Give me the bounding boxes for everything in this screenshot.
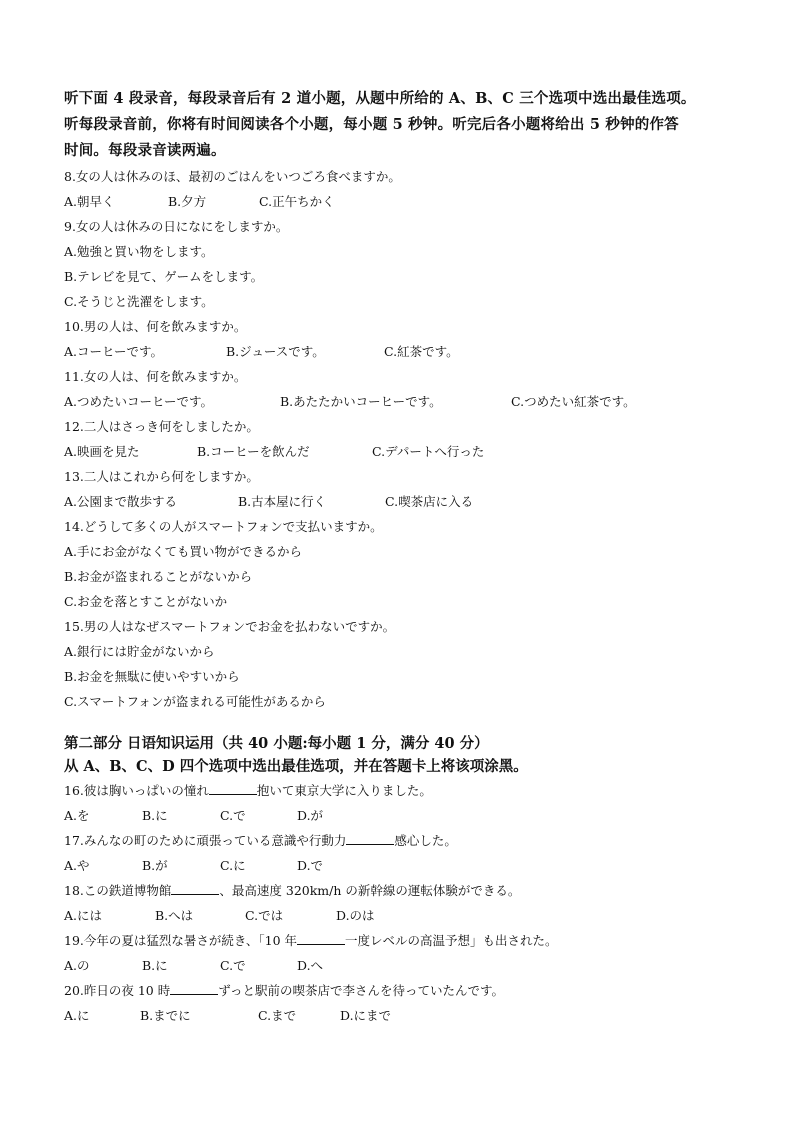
question-text: 19.今年の夏は猛烈な暑さが続き、「10 年 — [64, 933, 298, 948]
option-b: B.あたたかいコーヒーです。 — [280, 394, 442, 409]
option-c: C.デパートへ行った — [372, 444, 485, 459]
option-d: D.が — [297, 808, 324, 823]
option-a: A.コーヒーです。 — [64, 344, 164, 359]
question-13-options — [64, 489, 734, 514]
question-16 — [64, 778, 734, 803]
option-b: B.夕方 — [168, 194, 207, 209]
question-11: 11.女の人は、何を飲みますか。 — [64, 369, 247, 384]
option-c: C.正午ちかく — [259, 194, 335, 209]
question-17 — [64, 828, 734, 853]
question-text: 感心した。 — [394, 833, 457, 848]
question-9: 9.女の人は休みの日になにをしますか。 — [64, 219, 289, 234]
option-b: B.コーヒーを飲んだ — [197, 444, 310, 459]
option-a: A.の — [64, 958, 90, 973]
question-text: 17.みんなの町のために頑張っている意識や行動力 — [64, 833, 347, 848]
question-text: ずっと駅前の喫茶店で李さんを待っていたんです。 — [218, 983, 504, 998]
question-17-options — [64, 853, 734, 878]
option-c: C.喫茶店に入る — [385, 494, 474, 509]
question-13: 13.二人はこれから何をしますか。 — [64, 469, 259, 484]
option-c: C.まで — [258, 1008, 297, 1023]
question-20-options — [64, 1003, 734, 1028]
part2-title: 第二部分 日语知识运用（共 40 小题:每小题 1 分，满分 40 分） — [64, 735, 489, 752]
option-b: B.に — [142, 958, 168, 973]
option-c: C.で — [220, 808, 246, 823]
question-8-options — [64, 189, 734, 214]
option-a: A.勉強と買い物をします。 — [64, 244, 214, 259]
question-text: 抱いて東京大学に入りました。 — [256, 783, 432, 798]
option-a: A.に — [64, 1008, 90, 1023]
question-text: 一度レベルの高温予想」も出された。 — [345, 933, 558, 948]
option-d: D.へ — [297, 958, 324, 973]
option-d: D.で — [297, 858, 324, 873]
question-18-options — [64, 903, 734, 928]
answer-blank — [209, 782, 257, 795]
option-d: D.のは — [336, 908, 375, 923]
question-10-options — [64, 339, 734, 364]
part2-instruction: 从 A、B、C、D 四个选项中选出最佳选项，并在答题卡上将该项涂黑。 — [64, 758, 528, 775]
question-11-options — [64, 389, 734, 414]
option-b: B.へは — [155, 908, 194, 923]
option-a: A.銀行には貯金がないから — [64, 644, 215, 659]
option-a: A.つめたいコーヒーです。 — [64, 394, 214, 409]
option-c: C.で — [220, 958, 246, 973]
question-text: 、最高速度 320km/h の新幹線の運転体験ができる。 — [219, 883, 521, 898]
option-c: C.紅茶です。 — [384, 344, 459, 359]
question-18 — [64, 878, 734, 903]
instruction-line-1: 听下面 4 段录音，每段录音后有 2 道小题，从题中所给的 A、B、C 三个选项中选出最佳选项。 — [64, 90, 696, 107]
question-19 — [64, 928, 734, 953]
option-c: C.そうじと洗濯をします。 — [64, 294, 214, 309]
question-12-options — [64, 439, 734, 464]
question-text: 20.昨日の夜 10 時 — [64, 983, 171, 998]
option-b: B.古本屋に行く — [238, 494, 327, 509]
option-b: B.お金を無駄に使いやすいから — [64, 669, 240, 684]
option-c: C.つめたい紅茶です。 — [511, 394, 636, 409]
question-20 — [64, 978, 734, 1003]
part1-instructions — [64, 86, 734, 164]
question-15: 15.男の人はなぜスマートフォンでお金を払わないですか。 — [64, 619, 396, 634]
option-b: B.お金が盗まれることがないから — [64, 569, 253, 584]
question-12: 12.二人はさっき何をしましたか。 — [64, 419, 259, 434]
question-text: 18.この鉄道博物館 — [64, 883, 172, 898]
option-b: B.ジュースです。 — [226, 344, 325, 359]
option-b: B.までに — [140, 1008, 191, 1023]
option-a: A.朝早く — [64, 194, 115, 209]
option-c: C.に — [220, 858, 246, 873]
question-8: 8.女の人は休みのほ、最初のごはんをいつごろ食べますか。 — [64, 169, 401, 184]
answer-blank — [171, 882, 219, 895]
option-a: A.を — [64, 808, 90, 823]
answer-blank — [170, 982, 218, 995]
option-c: C.では — [245, 908, 284, 923]
option-a: A.公園まで散歩する — [64, 494, 178, 509]
question-16-options — [64, 803, 734, 828]
option-a: A.や — [64, 858, 90, 873]
question-text: 16.彼は胸いっぱいの憧れ — [64, 783, 209, 798]
option-b: B.テレビを見て、ゲームをします。 — [64, 269, 264, 284]
instruction-line-2: 听每段录音前，你将有时间阅读各个小题，每小题 5 秒钟。听完后各小题将给出 5 秒钟的作答 — [64, 116, 679, 133]
option-b: B.に — [142, 808, 168, 823]
option-b: B.が — [142, 858, 168, 873]
option-d: D.にまで — [340, 1008, 392, 1023]
option-c: C.お金を落とすことがないか — [64, 594, 228, 609]
answer-blank — [297, 932, 345, 945]
option-a: A.には — [64, 908, 103, 923]
option-a: A.映画を見た — [64, 444, 140, 459]
option-a: A.手にお金がなくても買い物ができるから — [64, 544, 303, 559]
instruction-line-3: 时间。每段录音读两遍。 — [64, 142, 226, 159]
section-gap — [64, 714, 734, 732]
answer-blank — [346, 832, 394, 845]
option-c: C.スマートフォンが盗まれる可能性があるから — [64, 694, 326, 709]
question-19-options — [64, 953, 734, 978]
question-10: 10.男の人は、何を飲みますか。 — [64, 319, 247, 334]
question-14: 14.どうして多くの人がスマートフォンで支払いますか。 — [64, 519, 383, 534]
